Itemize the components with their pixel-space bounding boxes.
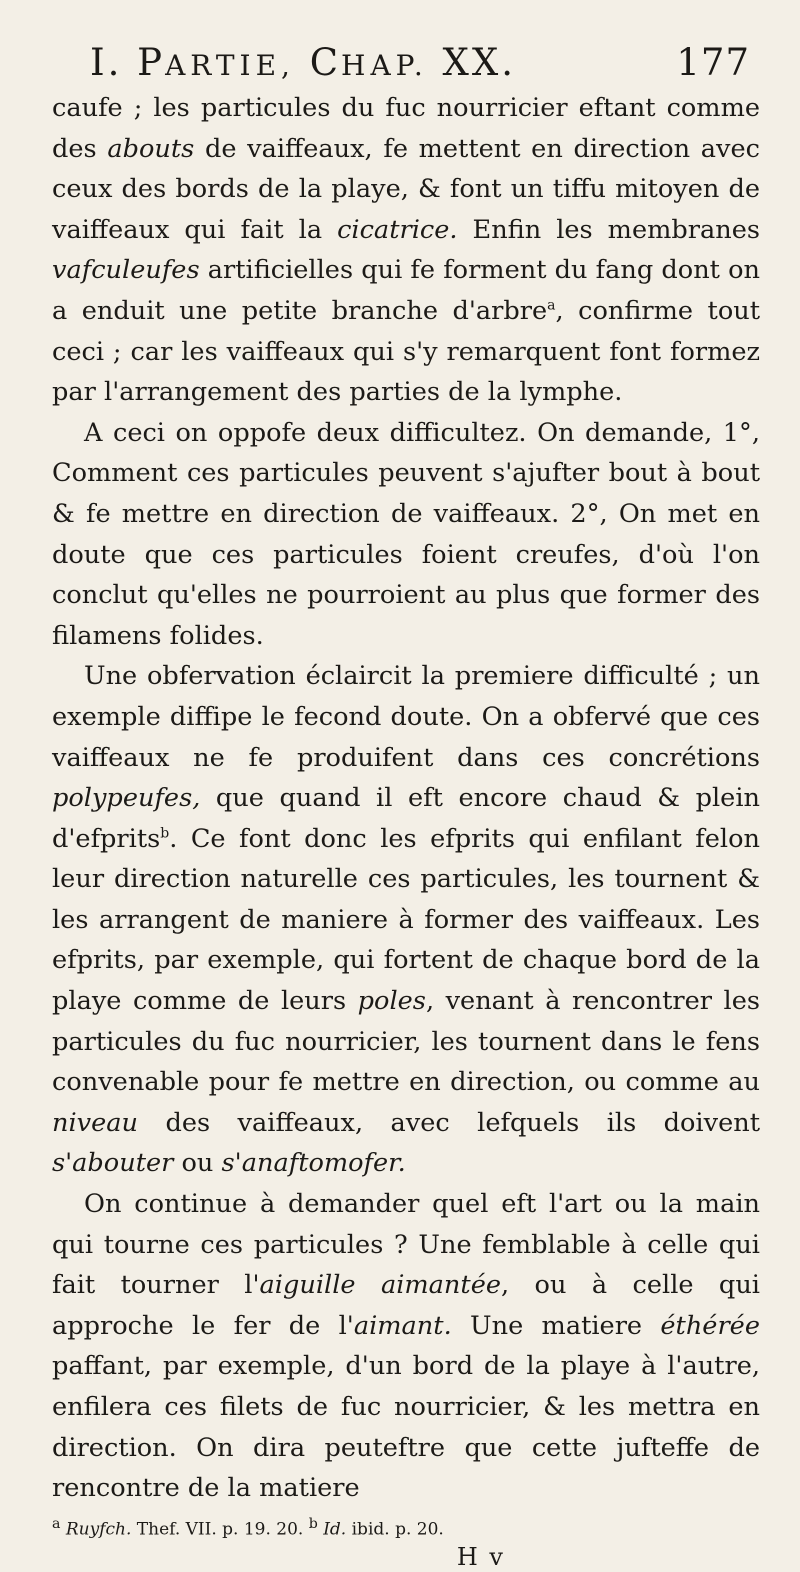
text-run: Une matiere: [451, 1310, 661, 1341]
text-run: A ceci on oppofe deux difficultez. On demande, 1°, Comment ces particules peuvent s'ajufter bout à bout & fe mettre en direction de vaiffeaux. 2°, On met en doute que ces particules foient creufes, d'où l'on conclut qu'elles ne pourroient au plus que former des filamens folides.: [52, 417, 760, 651]
signature-mark: H v: [456, 1543, 505, 1572]
italic-term: abouts: [107, 133, 195, 164]
italic-term: cicatrice.: [337, 214, 458, 245]
paragraph: [52, 1184, 760, 1509]
chapter-number: XX.: [442, 41, 516, 84]
text-run: , ou à celle qui approche le fer de l': [52, 1270, 760, 1341]
paragraph: [52, 413, 760, 657]
italic-term: aiguille aimantée: [259, 1270, 501, 1301]
chapter-word: CHAP.: [309, 41, 428, 84]
text-run: de vaiffeaux, fe mettent en direction avec ceux des bords de la playe, & font un tiffu mitoyen de vaiffeaux qui fait la: [52, 133, 760, 245]
italic-term: éthérée: [660, 1310, 760, 1341]
text-run: Une obfervation éclaircit la premiere difficulté ; un exemple diffipe le fecond doute. On a obfervé que ces vaiffeaux ne fe produifent dans ces concrétions: [52, 661, 760, 773]
text-run: Enfin les membranes: [457, 214, 760, 245]
footnote: [52, 1511, 760, 1543]
italic-term: polypeufes,: [52, 783, 201, 814]
footnote-ref-b: ibid. p. 20.: [346, 1519, 444, 1540]
text-run: , venant à rencontrer les particules du fuc nourricier, les tournent dans le fens convenable pour fe mettre en direction, ou comme au: [52, 986, 760, 1098]
footnote-reference: a: [547, 297, 556, 314]
text-run: des vaiffeaux, avec lefquels ils doivent: [138, 1107, 760, 1138]
footnote-author: Ruyfch.: [65, 1519, 132, 1540]
part-number: I.: [90, 41, 123, 84]
footnote-mark-a: a: [52, 1515, 61, 1532]
italic-term: s'abouter: [52, 1148, 174, 1179]
paragraph: [52, 88, 760, 413]
part-word: PARTIE,: [137, 41, 295, 84]
paragraph: [52, 656, 760, 1184]
footnote-reference: b: [160, 825, 170, 842]
text-run: artificielles qui fe forment du fang dont on a enduit une petite branche d'arbre: [52, 255, 760, 326]
text-run: ou: [173, 1148, 222, 1179]
text-run: paffant, par exemple, d'un bord de la playe à l'autre, enfilera ces filets de fuc nourricier, & les mettra en direction. On dira peuteftre que cette jufteffe de rencontre de la matiere: [52, 1351, 760, 1504]
italic-term: niveau: [52, 1107, 139, 1138]
text-run: caufe ; les particules du fuc nourricier eftant comme des: [52, 93, 760, 164]
footnote-ref-a: Thef. VII. p. 19. 20.: [131, 1519, 304, 1540]
text-run: que quand il eft encore chaud & plein d'efprits: [52, 783, 760, 854]
running-title: [90, 38, 516, 91]
text-run: , confirme tout ceci ; car les vaiffeaux qui s'y remarquent font formez par l'arrangement des parties de la lymphe.: [52, 295, 760, 408]
running-head: [52, 38, 760, 88]
page-number: 177: [676, 41, 750, 84]
text-run: On continue à demander quel eft l'art ou la main qui tourne ces particules ? Une femblable à celle qui fait tourner l': [52, 1189, 760, 1301]
italic-term: s'anaftomofer.: [221, 1148, 406, 1179]
italic-term: vafculeufes: [52, 255, 200, 286]
footnote-ibid: Id.: [323, 1519, 347, 1540]
text-run: . Ce font donc les efprits qui enfilant felon leur direction naturelle ces particules, les tournent & les arrangent de maniere à former des vaiffeaux. Les efprits, par exemple, qui fortent de chaque bord de la playe comme de leurs: [52, 823, 760, 1017]
italic-term: poles: [357, 986, 426, 1017]
italic-term: aimant.: [353, 1310, 452, 1341]
body-text: [52, 88, 760, 1509]
footnote-mark-b: b: [308, 1515, 318, 1532]
